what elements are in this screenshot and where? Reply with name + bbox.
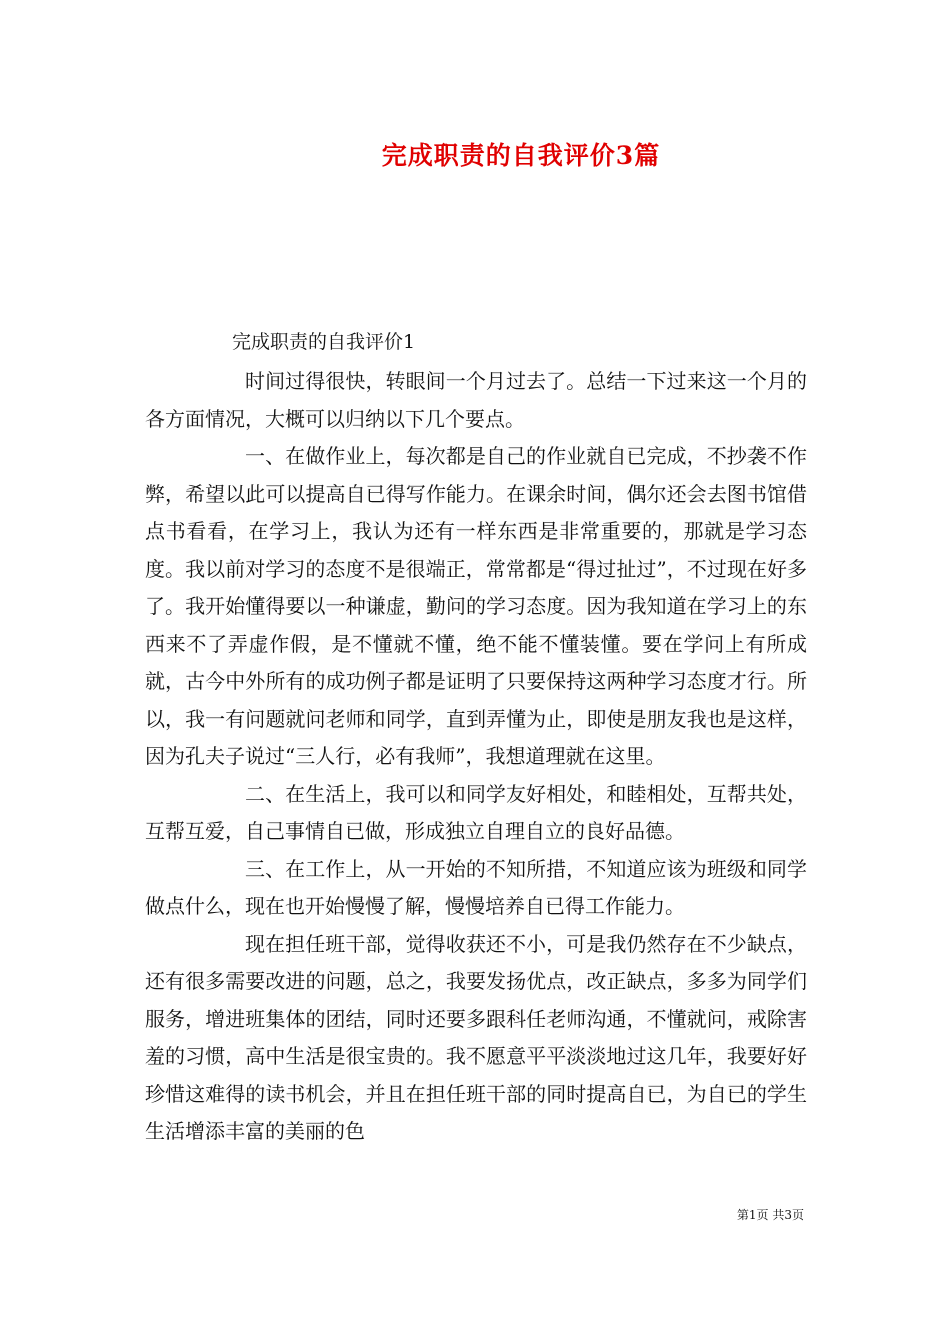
- document-title: 完成职责的自我评价3篇: [381, 141, 661, 170]
- paragraph-intro: 时间过得很快，转眼间一个月过去了。总结一下过来这一个月的各方面情况，大概可以归纳以下几个要点。: [145, 369, 807, 431]
- paragraph-class-cadre: 现在担任班干部，觉得收获还不小，可是我仍然存在不少缺点，还有很多需要改进的问题，总之，我要发扬优点，改正缺点，多多为同学们服务，增进班集体的团结，同时还要多跟科任老师沟通，不懂就问，戒除害羞的习惯，高中生活是很宝贵的。我不愿意平平淡淡地过这几年，我要好好珍惜这难得的读书机会，并且在担任班干部的同时提高自已，为自已的学生生活增添丰富的美丽的色: [145, 931, 807, 1143]
- section-title: 完成职责的自我评价1: [232, 331, 416, 353]
- paragraph-life: 二、在生活上，我可以和同学友好相处，和睦相处，互帮共处，互帮互爱，自己事情自已做，形成独立自理自立的良好品德。: [145, 781, 807, 843]
- paragraph-work: 三、在工作上，从一开始的不知所措，不知道应该为班级和同学做点什么，现在也开始慢慢了解，慢慢培养自已得工作能力。: [145, 856, 807, 918]
- paragraph-homework: 一、在做作业上，每次都是自己的作业就自已完成，不抄袭不作弊，希望以此可以提高自已得写作能力。在课余时间，偶尔还会去图书馆借点书看看，在学习上，我认为还有一样东西是非常重要的，那就是学习态度。我以前对学习的态度不是很端正，常常都是“得过扯过”，不过现在好多了。我开始懂得要以一种谦虚，勤问的学习态度。因为我知道在学习上的东西来不了弄虚作假，是不懂就不懂，绝不能不懂装懂。要在学问上有所成就，古今中外所有的成功例子都是证明了只要保持这两种学习态度才行。所以，我一有问题就问老师和同学，直到弄懂为止，即使是朋友我也是这样，因为孔夫子说过“三人行，必有我师”，我想道理就在这里。: [145, 444, 807, 768]
- page-number: 第1页 共3页: [736, 1208, 804, 1222]
- document-body: [145, 363, 807, 1151]
